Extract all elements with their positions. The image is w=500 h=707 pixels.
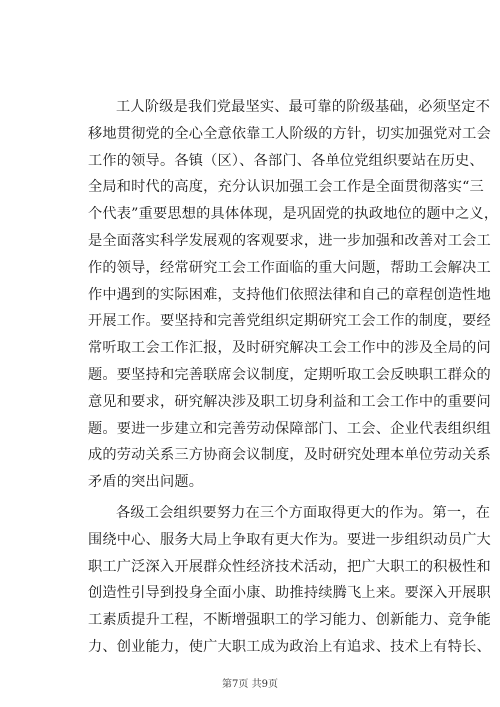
text-line: 常听取工会工作汇报，及时研究解决工会工作中的涉及全局的问 [88,340,491,357]
text-line: 工人阶级是我们党最坚实、最可靠的阶级基础，必须坚定不 [116,99,491,115]
text-line: 作的领导，经常研究工会工作面临的重大问题，帮助工会解决工 [88,259,491,276]
text-line: 职工广泛深入开展群众性经济技术活动，把广大职工的积极性和 [88,558,491,575]
text-line: 开展工作。要坚持和完善党组织定期研究工会工作的制度，要经 [88,313,491,330]
text-line: 题。要进一步建立和完善劳动保障部门、工会、企业代表组织组 [88,420,491,437]
text-line: 工作的领导。各镇（区）、各部门、各单位党组织要站在历史、 [88,152,484,169]
page-number-footer: 第7页 共9页 [222,679,278,690]
document-body [88,94,499,661]
text-line: 作中遇到的实际困难，支持他们依照法律和自己的章程创造性地 [88,286,491,303]
text-line: 移地贯彻党的全心全意依靠工人阶级的方针，切实加强党对工会 [88,125,491,142]
text-line: 各级工会组织要努力在三个方面取得更大的作为。第一，在 [116,504,491,521]
text-line: 意见和要求，研究解决涉及职工切身利益和工会工作中的重要问 [88,393,491,410]
text-line: 矛盾的突出问题。 [88,474,204,491]
text-line: 力、创业能力，使广大职工成为政治上有追求、技术上有特长、 [88,638,491,655]
text-line: 工素质提升工程，不断增强职工的学习能力、创新能力、竞争能 [88,612,491,629]
text-line: 全局和时代的高度，充分认识加强工会工作是全面贯彻落实“三 [88,179,484,196]
text-line: 个代表”重要思想的具体体现，是巩固党的执政地位的题中之义， [88,206,499,223]
paragraph-2 [88,500,491,661]
text-line: 创造性引导到投身全面小康、助推持续腾飞上来。要深入开展职 [88,585,491,602]
text-line: 围绕中心、服务大局上争取有更大作为。要进一步组织动员广大 [88,531,491,548]
paragraph-1 [88,94,499,496]
text-line: 是全面落实科学发展观的客观要求，进一步加强和改善对工会工 [88,232,491,249]
text-line: 成的劳动关系三方协商会议制度，及时研究处理本单位劳动关系 [88,447,491,464]
text-line: 题。要坚持和完善联席会议制度，定期听取工会反映职工群众的 [88,366,491,383]
